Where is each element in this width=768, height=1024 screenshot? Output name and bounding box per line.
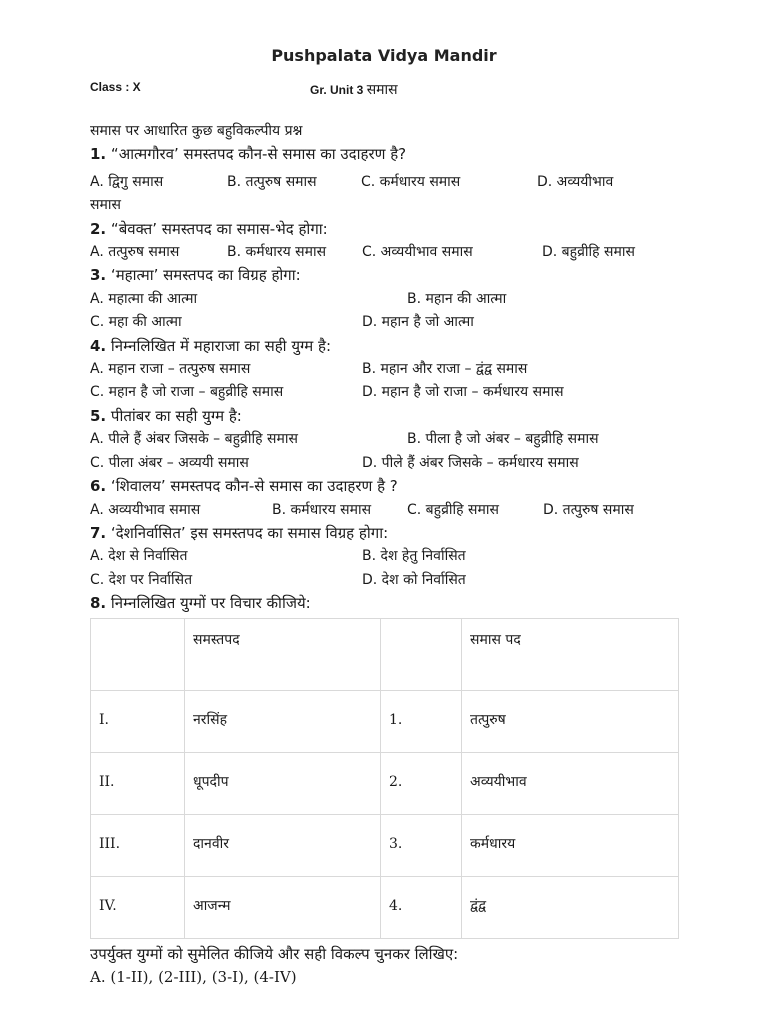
option-a: A. तत्पुरुष समास [90,244,180,261]
option-c: C. कर्मधारय समास [361,173,461,190]
option-d: D. देश को निर्वासित [362,571,466,588]
question-6 [90,475,680,498]
question-4 [90,335,680,358]
options-q5-row2 [90,452,680,475]
table-cell: तत्पुरुष [462,690,679,752]
table-header-cell [91,618,185,690]
options-q5-row1 [90,428,680,451]
question-number: 2. [90,219,107,238]
question-3 [90,264,680,287]
table-cell: अव्ययीभाव [462,752,679,814]
table-cell: दानवीर [185,814,381,876]
option-b: B. महान की आत्मा [407,290,507,307]
options-q3-row2 [90,311,680,334]
options-q1 [90,171,680,194]
question-text: ‘शिवालय’ समस्तपद कौन-से समास का उदाहरण है ? [110,477,398,496]
question-7 [90,522,680,545]
table-cell: द्वंद्व [462,876,679,938]
options-q7-row1 [90,545,680,568]
question-number: 8. [90,594,107,613]
section-heading: समास पर आधारित कुछ बहुविकल्पीय प्रश्न [90,123,303,139]
table-row [91,690,679,752]
options-q2 [90,241,680,264]
option-b: B. पीला है जो अंबर – बहुव्रीहि समास [407,431,599,448]
option-d: D. पीले हैं अंबर जिसके – कर्मधारय समास [362,454,579,471]
question-1 [90,143,680,166]
question-text: “आत्मगौरव’ समस्तपद कौन-से समास का उदाहरण है? [110,145,407,164]
option-d: D. महान है जो राजा – कर्मधारय समास [362,384,564,401]
option-c: C. देश पर निर्वासित [90,571,193,588]
option-b: B. महान और राजा – द्वंद्व समास [362,361,528,378]
option-c: C. अव्ययीभाव समास [362,244,473,261]
question-5 [90,405,680,428]
footer-option-a: A. (1-II), (2-III), (3-I), (4-IV) [90,967,297,986]
table-row [91,752,679,814]
table-cell: नरसिंह [185,690,381,752]
table-cell: कर्मधारय [462,814,679,876]
option-d: D. तत्पुरुष समास [543,501,634,518]
options-q6 [90,499,680,522]
table-cell: III. [91,814,185,876]
question-number: 5. [90,406,107,425]
question-text: पीतांबर का सही युग्म है: [110,406,242,425]
option-c: C. बहुव्रीहि समास [407,501,499,518]
school-name: Pushpalata Vidya Mandir [271,46,497,65]
question-text: ‘महात्मा’ समस्तपद का विग्रह होगा: [110,266,301,285]
options-q7-row2 [90,569,680,592]
table-cell: 4. [381,876,462,938]
option-b: B. कर्मधारय समास [227,244,327,261]
unit-label [310,80,398,99]
option-a: A. पीले हैं अंबर जिसके – बहुव्रीहि समास [90,431,298,448]
table-cell: धूपदीप [185,752,381,814]
question-2 [90,218,680,241]
table-cell: 1. [381,690,462,752]
question-number: 7. [90,523,107,542]
option-b: B. तत्पुरुष समास [227,173,317,190]
option-d: D. महान है जो आत्मा [362,314,474,331]
question-text: “बेवक्त’ समस्तपद का समास-भेद होगा: [110,219,328,238]
table-cell: 2. [381,752,462,814]
table-header-cell: समास पद [462,618,679,690]
option-d: D. अव्ययीभाव [537,173,614,190]
question-8 [90,592,680,615]
question-number: 4. [90,336,107,355]
question-text: निम्नलिखित में महाराजा का सही युग्म है: [110,336,332,355]
class-label: Class : X [90,80,141,94]
question-text: ‘देशनिर्वासित’ इस समस्तपद का समास विग्रह होगा: [110,523,389,542]
table-cell: I. [91,690,185,752]
option-a: A. महान राजा – तत्पुरुष समास [90,361,251,378]
question-content [90,120,680,989]
footer-instruction: उपर्युक्त युग्मों को सुमेलित कीजिये और सही विकल्प चुनकर लिखिए: [90,944,459,963]
option-d: D. बहुव्रीहि समास [542,244,635,261]
option-b: B. कर्मधारय समास [272,501,372,518]
option-c: C. महा की आत्मा [90,314,182,331]
option-c: C. महान है जो राजा – बहुव्रीहि समास [90,384,284,401]
question-number: 1. [90,145,107,164]
question-text: निम्नलिखित युग्मों पर विचार कीजिये: [110,594,311,613]
option-b: B. देश हेतु निर्वासित [362,548,466,565]
question-number: 6. [90,477,107,496]
matching-table [90,618,679,939]
option-wrap: समास [90,197,121,214]
options-q3-row1 [90,288,680,311]
table-header-row [91,618,679,690]
table-row [91,876,679,938]
option-a: A. द्विगु समास [90,173,164,190]
table-header-cell: समस्तपद [185,618,381,690]
table-cell: आजन्म [185,876,381,938]
options-q4-row1 [90,358,680,381]
table-row [91,814,679,876]
option-a: A. महात्मा की आत्मा [90,290,198,307]
options-q4-row2 [90,381,680,404]
option-a: A. अव्ययीभाव समास [90,501,201,518]
table-cell: II. [91,752,185,814]
unit-topic: समास [366,82,398,98]
unit-prefix: Gr. Unit 3 [310,83,364,97]
table-cell: 3. [381,814,462,876]
table-header-cell [381,618,462,690]
option-a: A. देश से निर्वासित [90,548,188,565]
option-c: C. पीला अंबर – अव्ययी समास [90,454,249,471]
table-cell: IV. [91,876,185,938]
question-number: 3. [90,266,107,285]
